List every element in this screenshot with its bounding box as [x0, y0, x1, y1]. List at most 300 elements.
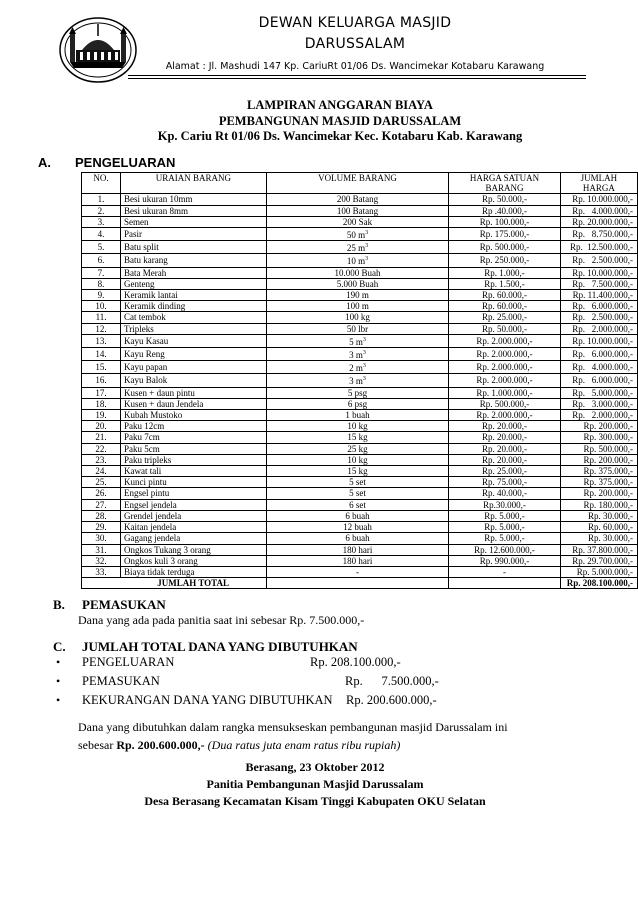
expense-table [81, 172, 638, 589]
cell-volume [266, 522, 449, 533]
cell-harga-text: Rp .40.000,- [482, 205, 528, 216]
cell-harga-text: Rp.30.000,- [483, 499, 526, 510]
cell-no-text: 10. [95, 301, 107, 312]
cell-harga-text: Rp. 40.000,- [482, 488, 528, 499]
cell-uraian [121, 533, 267, 544]
total-spacer [82, 578, 121, 589]
cell-jumlah-text: Rp. 375.000,- [583, 466, 633, 477]
table-row [82, 555, 638, 566]
cell-uraian-text: Biaya tidak terduga [124, 566, 195, 577]
table-total-row [82, 578, 638, 589]
cell-jumlah-text: Rp. 5.000.000,- [576, 566, 633, 577]
cell-uraian-text: Ongkos kuli 3 orang [124, 555, 198, 566]
cell-harga-text: Rp. 2.000.000,- [476, 375, 533, 386]
cell-harga-text: Rp. 20.000,- [482, 432, 528, 443]
cell-no [82, 361, 121, 374]
table-row [82, 544, 638, 555]
cell-volume [266, 241, 449, 254]
cell-harga-text: Rp. 12.600.000,- [474, 544, 535, 555]
table-row [82, 323, 638, 334]
cell-no [82, 334, 121, 347]
cell-volume-text: 100 m [346, 301, 369, 312]
cell-jumlah [560, 278, 637, 289]
cell-harga-text: Rp. 500.000,- [479, 242, 530, 253]
cell-volume-text: 1 buah [345, 410, 370, 421]
cell-uraian-text: Kayu papan [124, 362, 168, 373]
cell-no [82, 499, 121, 510]
cell-no-text: 25. [95, 477, 107, 488]
total-empty-volume [266, 578, 449, 589]
cell-volume [266, 254, 449, 267]
cell-harga-text: Rp. 175.000,- [479, 229, 530, 240]
cell-jumlah-text: Rp. 20.000.000,- [572, 216, 633, 227]
section-b-text: Dana yang ada pada panitia saat ini sebesar Rp. 7.500.000,- [78, 613, 365, 627]
table-row [82, 387, 638, 398]
cell-uraian [121, 374, 267, 387]
cell-jumlah-text: Rp. 6.000.000,- [572, 301, 633, 312]
cell-no-text: 6. [97, 255, 105, 266]
cell-jumlah-text: Rp. 11.400.000,- [572, 290, 633, 301]
cell-jumlah [560, 216, 637, 227]
closing-words: (Dua ratus juta enam ratus ribu rupiah) [204, 738, 401, 752]
cell-uraian [121, 312, 267, 323]
cell-harga-text: Rp. 5.000,- [484, 510, 525, 521]
cell-no-text: 7. [97, 267, 105, 278]
cell-jumlah [560, 421, 637, 432]
cell-jumlah [560, 334, 637, 347]
cell-uraian [121, 398, 267, 409]
cell-jumlah-text: Rp. 500.000,- [583, 443, 633, 454]
cell-uraian-text: Kayu Reng [124, 349, 165, 360]
cell-jumlah-text: Rp. 29.700.000,- [572, 555, 633, 566]
cell-volume-text: 5 psg [347, 387, 368, 398]
cell-volume-text: - [355, 566, 359, 577]
cell-volume-unit-power: 3 [365, 243, 369, 250]
cell-no [82, 323, 121, 334]
cell-no [82, 454, 121, 465]
table-row [82, 290, 638, 301]
cell-uraian [121, 488, 267, 499]
table-header-row [82, 173, 638, 194]
cell-volume-text: 3 m [349, 376, 363, 387]
cell-volume [266, 510, 449, 521]
table-row [82, 228, 638, 241]
cell-uraian [121, 421, 267, 432]
cell-harga [449, 533, 561, 544]
table-row [82, 361, 638, 374]
cell-uraian-text: Keramik lantai [124, 290, 178, 301]
cell-uraian-text: Besi ukuran 10mm [124, 194, 193, 205]
table-row [82, 312, 638, 323]
col-header-harga-line1: HARGA SATUAN [469, 173, 540, 183]
cell-harga [449, 312, 561, 323]
cell-jumlah-text: Rp. 2.500.000,- [572, 255, 633, 266]
cell-volume [266, 566, 449, 577]
cell-uraian [121, 466, 267, 477]
cell-uraian-text: Besi ukuran 8mm [124, 205, 189, 216]
heading-line1: LAMPIRAN ANGGARAN BIAYA [247, 98, 433, 112]
cell-harga-text: Rp. 100.000,- [479, 216, 530, 227]
cell-jumlah [560, 398, 637, 409]
signature-place-date: Berasang, 23 Oktober 2012 [245, 760, 385, 774]
cell-uraian [121, 499, 267, 510]
cell-jumlah [560, 488, 637, 499]
cell-uraian-text: Kayu Kasau [124, 335, 169, 346]
heading-line2: PEMBANGUNAN MASJID DARUSSALAM [218, 114, 462, 128]
cell-no [82, 312, 121, 323]
cell-harga [449, 466, 561, 477]
cell-jumlah [560, 544, 637, 555]
table-row [82, 254, 638, 267]
cell-volume [266, 278, 449, 289]
cell-volume [266, 334, 449, 347]
cell-jumlah-text: Rp. 37.800.000,- [572, 544, 633, 555]
cell-harga-text: Rp. 25.000,- [482, 312, 528, 323]
letterhead-title-line1: DEWAN KELUARGA MASJID [258, 15, 452, 31]
cell-jumlah-text: Rp. 4.000.000,- [572, 362, 633, 373]
letterhead-title [150, 13, 560, 55]
cell-no-text: 2. [97, 205, 105, 216]
closing-prefix: sebesar [78, 738, 117, 752]
cell-volume [266, 301, 449, 312]
cell-no-text: 22. [95, 443, 107, 454]
cell-no [82, 348, 121, 361]
cell-volume-text: 10 kg [347, 454, 368, 465]
cell-harga [449, 522, 561, 533]
cell-volume [266, 432, 449, 443]
bullet-icon: • [56, 655, 61, 669]
cell-uraian-text: Batu karang [124, 255, 168, 266]
cell-jumlah [560, 522, 637, 533]
cell-jumlah-text: Rp. 4.000.000,- [572, 205, 633, 216]
cell-harga [449, 398, 561, 409]
cell-no-text: 17. [95, 387, 107, 398]
bullet-icon: • [56, 674, 61, 688]
cell-harga-text: Rp. 250.000,- [479, 255, 530, 266]
cell-harga [449, 301, 561, 312]
cell-uraian [121, 290, 267, 301]
cell-volume [266, 267, 449, 278]
total-value: Rp. 208.100.000,- [560, 578, 637, 589]
cell-harga-text: Rp. 20.000,- [482, 421, 528, 432]
cell-no-text: 28. [95, 510, 107, 521]
cell-no [82, 555, 121, 566]
cell-volume [266, 398, 449, 409]
col-header-jumlah [560, 173, 637, 194]
cell-jumlah [560, 387, 637, 398]
cell-volume-text: 200 Sak [342, 216, 373, 227]
col-header-uraian-text: URAIAN BARANG [155, 173, 232, 183]
cell-no-text: 3. [97, 216, 105, 227]
cell-harga [449, 555, 561, 566]
cell-uraian [121, 361, 267, 374]
cell-uraian [121, 205, 267, 216]
cell-jumlah [560, 510, 637, 521]
table-row [82, 522, 638, 533]
cell-uraian [121, 566, 267, 577]
cell-harga [449, 443, 561, 454]
table-row [82, 488, 638, 499]
cell-jumlah [560, 454, 637, 465]
cell-jumlah-text: Rp. 30.000,- [588, 510, 633, 521]
cell-harga-text: Rp. 5.000,- [484, 533, 525, 544]
cell-no [82, 432, 121, 443]
cell-no-text: 11. [95, 312, 107, 323]
letterhead-rule-thin [128, 78, 586, 79]
cell-uraian-text: Kusen + daun pintu [124, 387, 195, 398]
cell-jumlah-text: Rp. 2.000.000,- [572, 410, 633, 421]
cell-harga [449, 544, 561, 555]
cell-harga-text: - [503, 566, 507, 577]
table-row [82, 454, 638, 465]
table-row [82, 278, 638, 289]
cell-volume [266, 387, 449, 398]
summary-pemasukan-value: Rp. 7.500.000,- [345, 674, 439, 688]
table-row [82, 499, 638, 510]
cell-uraian-text: Kusen + daun Jendela [124, 398, 204, 409]
cell-harga-text: Rp. 50.000,- [482, 194, 528, 205]
cell-volume [266, 410, 449, 421]
cell-no [82, 410, 121, 421]
cell-volume-unit-power: 3 [362, 336, 366, 343]
cell-harga [449, 488, 561, 499]
cell-harga [449, 205, 561, 216]
cell-harga [449, 228, 561, 241]
cell-jumlah [560, 443, 637, 454]
cell-volume-text: 10 kg [347, 421, 368, 432]
cell-no-text: 19. [95, 410, 107, 421]
cell-no [82, 533, 121, 544]
total-label: JUMLAH TOTAL [121, 578, 267, 589]
cell-uraian-text: Paku tripleks [124, 454, 172, 465]
cell-jumlah [560, 301, 637, 312]
cell-volume-text: 190 m [346, 290, 369, 301]
cell-no [82, 228, 121, 241]
cell-volume-unit-power: 3 [365, 230, 369, 237]
cell-jumlah [560, 374, 637, 387]
cell-uraian [121, 194, 267, 205]
cell-uraian [121, 387, 267, 398]
cell-volume-text: 100 kg [345, 312, 370, 323]
cell-uraian [121, 216, 267, 227]
cell-volume-text: 6 buah [345, 510, 370, 521]
cell-uraian [121, 477, 267, 488]
cell-no [82, 374, 121, 387]
cell-volume [266, 323, 449, 334]
table-row [82, 533, 638, 544]
cell-uraian-text: Paku 5cm [124, 443, 160, 454]
table-row [82, 334, 638, 347]
cell-harga-text: Rp. 2.000.000,- [476, 362, 533, 373]
col-header-jumlah-line1: JUMLAH [580, 173, 618, 183]
cell-no-text: 20. [95, 421, 107, 432]
col-header-volume [266, 173, 449, 194]
cell-no [82, 194, 121, 205]
cell-harga [449, 194, 561, 205]
cell-uraian-text: Kawat tali [124, 466, 162, 477]
cell-uraian [121, 267, 267, 278]
letterhead-address: Alamat : Jl. Mashudi 147 Kp. CariuRt 01/06 Ds. Wancimekar Kotabaru Karawang [165, 61, 545, 72]
table-row [82, 477, 638, 488]
cell-volume-text: 5 set [349, 488, 366, 499]
cell-harga-text: Rp. 500.000,- [479, 398, 530, 409]
cell-volume-unit-power: 3 [365, 256, 369, 263]
cell-harga [449, 323, 561, 334]
col-header-jumlah-line2: HARGA [582, 183, 615, 194]
table-row [82, 443, 638, 454]
cell-harga-text: Rp. 2.000.000,- [476, 335, 533, 346]
cell-no-text: 18. [95, 398, 107, 409]
cell-jumlah-text: Rp. 7.500.000,- [572, 278, 633, 289]
cell-no-text: 12. [95, 323, 107, 334]
table-row [82, 421, 638, 432]
cell-no-text: 16. [95, 375, 107, 386]
cell-uraian [121, 241, 267, 254]
cell-no-text: 15. [95, 362, 107, 373]
cell-jumlah [560, 555, 637, 566]
cell-no [82, 278, 121, 289]
cell-jumlah-text: Rp. 2.500.000,- [572, 312, 633, 323]
cell-jumlah [560, 241, 637, 254]
cell-no-text: 33. [95, 566, 107, 577]
cell-harga-text: Rp. 1.000.000,- [476, 387, 533, 398]
cell-no-text: 30. [95, 533, 107, 544]
cell-no-text: 1. [97, 194, 105, 205]
cell-jumlah-text: Rp. 200.000,- [583, 421, 633, 432]
cell-no [82, 488, 121, 499]
cell-uraian [121, 443, 267, 454]
cell-uraian [121, 254, 267, 267]
cell-volume [266, 361, 449, 374]
cell-uraian [121, 334, 267, 347]
cell-uraian-text: Kaitan jendela [124, 522, 177, 533]
cell-harga [449, 278, 561, 289]
cell-volume [266, 443, 449, 454]
cell-harga [449, 374, 561, 387]
cell-harga [449, 334, 561, 347]
cell-uraian-text: Engsel pintu [124, 488, 170, 499]
cell-volume [266, 421, 449, 432]
cell-jumlah [560, 410, 637, 421]
letterhead-title-line2: DARUSSALAM [304, 36, 406, 52]
cell-jumlah [560, 477, 637, 488]
cell-jumlah [560, 361, 637, 374]
cell-uraian-text: Batu split [124, 242, 159, 253]
cell-jumlah [560, 267, 637, 278]
section-b-title: PEMASUKAN [82, 597, 166, 612]
cell-jumlah [560, 312, 637, 323]
cell-volume [266, 555, 449, 566]
cell-jumlah-text: Rp. 10.000.000,- [572, 335, 633, 346]
cell-no [82, 544, 121, 555]
cell-volume [266, 228, 449, 241]
cell-volume [266, 290, 449, 301]
cell-jumlah [560, 323, 637, 334]
table-row [82, 267, 638, 278]
cell-jumlah [560, 566, 637, 577]
cell-harga [449, 348, 561, 361]
col-header-no-text: NO. [93, 173, 109, 183]
cell-volume-text: 50 m [346, 230, 366, 241]
cell-volume-unit-power: 3 [362, 363, 366, 370]
cell-volume-text: 25 m [346, 243, 366, 254]
cell-jumlah-text: Rp. 60.000,- [588, 522, 633, 533]
cell-volume-text: 10.000 Buah [334, 267, 381, 278]
cell-no [82, 443, 121, 454]
cell-jumlah-text: Rp. 2.000.000,- [572, 323, 633, 334]
cell-jumlah [560, 194, 637, 205]
cell-uraian-text: Kayu Balok [124, 375, 168, 386]
cell-volume [266, 466, 449, 477]
cell-uraian-text: Kunci pintu [124, 477, 167, 488]
letterhead-rule-thick [128, 75, 586, 76]
cell-harga [449, 254, 561, 267]
cell-volume-text: 5 set [349, 477, 366, 488]
cell-jumlah-text: Rp. 200.000,- [583, 488, 633, 499]
cell-volume-text: 2 m [349, 363, 363, 374]
section-c-title: JUMLAH TOTAL DANA YANG DIBUTUHKAN [82, 639, 358, 654]
cell-uraian [121, 323, 267, 334]
cell-uraian-text: Genteng [124, 278, 155, 289]
cell-volume-text: 50 lbr [346, 323, 369, 334]
expense-table-body [82, 194, 638, 578]
cell-jumlah-text: Rp. 375.000,- [583, 477, 633, 488]
cell-jumlah [560, 205, 637, 216]
cell-volume [266, 544, 449, 555]
cell-jumlah-text: Rp. 5.000.000,- [572, 387, 633, 398]
cell-uraian-text: Paku 12cm [124, 421, 165, 432]
cell-jumlah-text: Rp. 10.000.000,- [572, 267, 633, 278]
col-header-harga [449, 173, 561, 194]
table-row [82, 216, 638, 227]
cell-harga [449, 510, 561, 521]
cell-uraian-text: Engsel jendela [124, 499, 177, 510]
closing-line1: Dana yang dibutuhkan dalam rangka mensukseskan pembangunan masjid Darussalam ini [78, 720, 508, 734]
cell-uraian-text: Ongkos Tukang 3 orang [124, 544, 211, 555]
cell-harga [449, 361, 561, 374]
cell-jumlah-text: Rp. 200.000,- [583, 454, 633, 465]
cell-no [82, 301, 121, 312]
cell-jumlah [560, 348, 637, 361]
cell-harga [449, 454, 561, 465]
cell-uraian [121, 432, 267, 443]
bullet-icon: • [56, 693, 61, 707]
cell-harga-text: Rp. 50.000,- [482, 323, 528, 334]
cell-volume-text: 200 Batang [336, 194, 379, 205]
cell-harga [449, 241, 561, 254]
cell-harga [449, 290, 561, 301]
cell-harga-text: Rp. 20.000,- [482, 454, 528, 465]
closing-paragraph [78, 718, 558, 754]
cell-volume [266, 533, 449, 544]
cell-volume [266, 194, 449, 205]
cell-volume [266, 454, 449, 465]
cell-volume [266, 477, 449, 488]
table-row [82, 301, 638, 312]
cell-no [82, 466, 121, 477]
col-header-harga-line2: BARANG [485, 183, 524, 194]
cell-uraian [121, 301, 267, 312]
cell-harga-text: Rp. 75.000,- [482, 477, 528, 488]
table-row [82, 398, 638, 409]
cell-volume-text: 6 psg [347, 398, 368, 409]
cell-volume [266, 488, 449, 499]
cell-uraian [121, 454, 267, 465]
cell-volume-text: 5 m [349, 336, 363, 347]
summary-pemasukan-label: PEMASUKAN [82, 674, 160, 688]
section-a-title: PENGELUARAN [75, 155, 176, 170]
cell-harga-text: Rp. 20.000,- [482, 443, 528, 454]
